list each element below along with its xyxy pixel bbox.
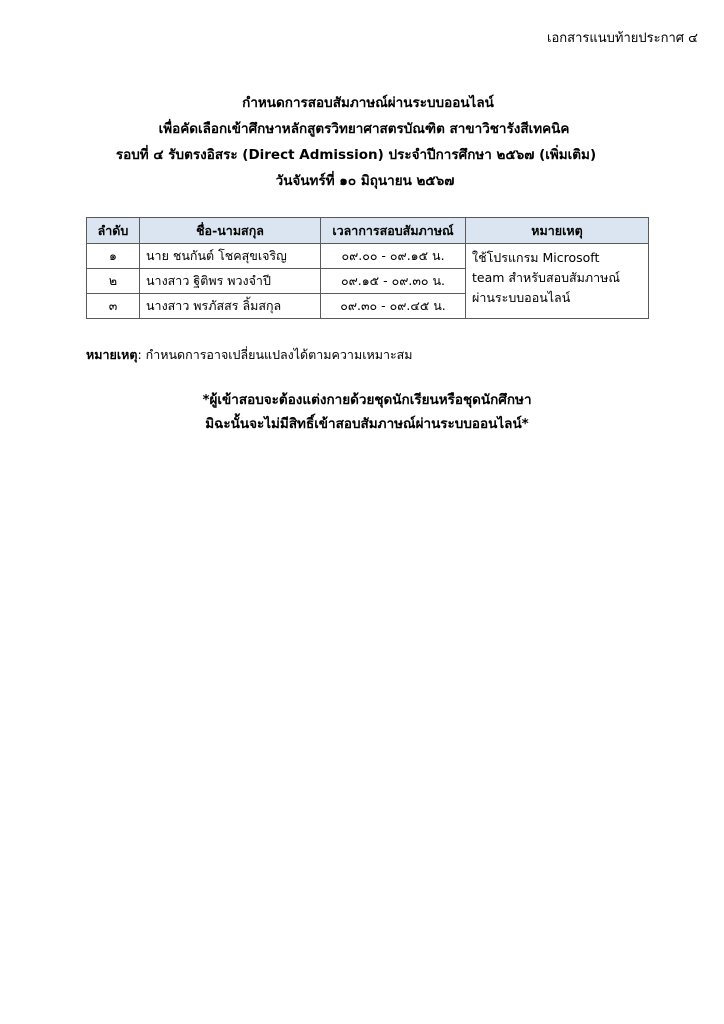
dress-code-notice: [0, 388, 724, 436]
row-time: ๐๙.๑๕ - ๐๙.๓๐ น.: [321, 269, 466, 294]
header-time: เวลาการสอบสัมภาษณ์: [321, 218, 466, 244]
heading-line-1: กำหนดการสอบสัมภาษณ์ผ่านระบบออนไลน์: [242, 95, 494, 111]
heading-line-4: วันจันทร์ที่ ๑๐ มิถุนายน ๒๕๖๗: [275, 173, 455, 189]
table-row: [87, 244, 649, 269]
note-line-3: ผ่านระบบออนไลน์: [472, 290, 571, 305]
header-note: หมายเหตุ: [466, 218, 649, 244]
row-name: นางสาว ฐิติพร พวงจำปี: [140, 269, 321, 294]
header-order: ลำดับ: [87, 218, 140, 244]
remark-label: หมายเหตุ: [86, 347, 138, 362]
heading-line-2: เพื่อคัดเลือกเข้าศึกษาหลักสูตรวิทยาศาสตรบัณฑิต สาขาวิชารังสีเทคนิค: [158, 121, 570, 137]
row-time: ๐๙.๓๐ - ๐๙.๔๕ น.: [321, 294, 466, 319]
dress-code-line-2: มิฉะนั้นจะไม่มีสิทธิ์เข้าสอบสัมภาษณ์ผ่านระบบออนไลน์*: [205, 416, 529, 432]
dress-code-line-1: *ผู้เข้าสอบจะต้องแต่งกายด้วยชุดนักเรียนหรือชุดนักศึกษา: [202, 392, 532, 408]
table-header-row: [87, 218, 649, 244]
document-heading: [0, 90, 724, 194]
row-name: นาย ชนกันต์ โชคสุขเจริญ: [140, 244, 321, 269]
note-line-1: ใช้โปรแกรม Microsoft: [472, 250, 600, 265]
interview-schedule-table: [86, 217, 649, 319]
remark-text: : กำหนดการอาจเปลี่ยนแปลงได้ตามความเหมาะสม: [137, 347, 413, 362]
row-order: ๒: [87, 269, 140, 294]
row-order: ๓: [87, 294, 140, 319]
heading-line-3: รอบที่ ๔ รับตรงอิสระ (Direct Admission) ประจำปีการศึกษา ๒๕๖๗ (เพิ่มเติม): [115, 147, 597, 163]
row-time: ๐๙.๐๐ - ๐๙.๑๕ น.: [321, 244, 466, 269]
row-name: นางสาว พรภัสสร ลิ้มสกุล: [140, 294, 321, 319]
remark-line: [86, 345, 413, 365]
note-line-2: team สำหรับสอบสัมภาษณ์: [472, 270, 620, 285]
attachment-label: เอกสารแนบท้ายประกาศ ๔: [547, 31, 698, 46]
header-name: ชื่อ-นามสกุล: [140, 218, 321, 244]
row-order: ๑: [87, 244, 140, 269]
note-cell: [466, 244, 649, 319]
